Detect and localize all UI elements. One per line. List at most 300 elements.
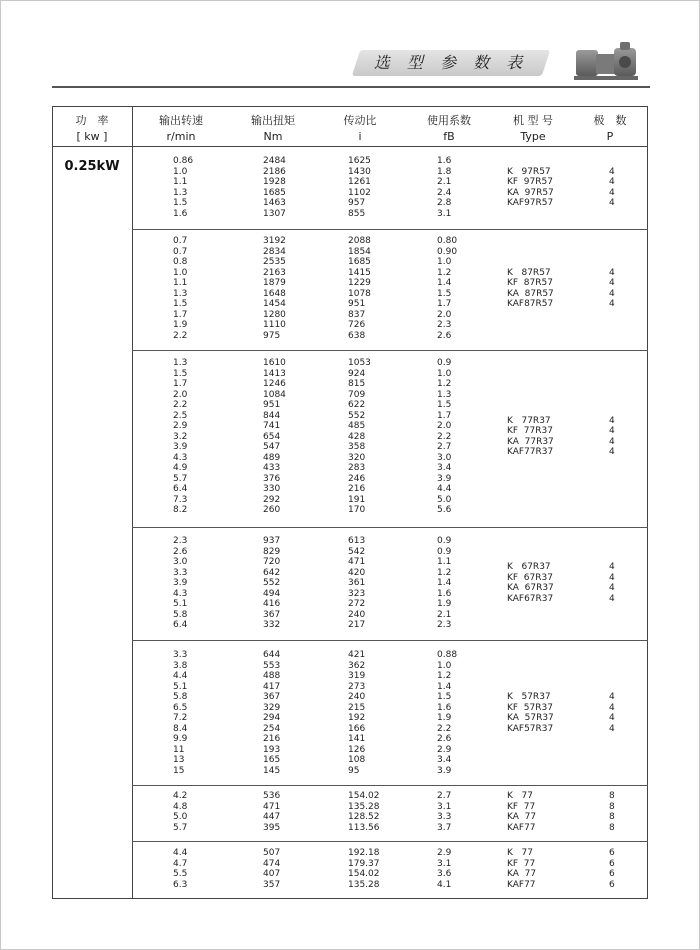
ratio-cell: 240 <box>348 692 366 702</box>
ratio-cell: 1685 <box>348 257 371 267</box>
speed-cell: 1.5 <box>173 368 188 379</box>
header-torque: 输出扭矩 Nm <box>251 114 295 143</box>
ratio-cell: 113.56 <box>348 822 380 833</box>
ratio-cell: 320 <box>348 452 366 463</box>
service-factor-cell: 2.2 <box>437 723 452 734</box>
torque-cell: 332 <box>263 620 281 630</box>
speed-cell: 1.7 <box>173 379 188 389</box>
service-factor-cell: 2.0 <box>437 421 452 431</box>
torque-cell: 494 <box>263 588 281 599</box>
speed-cell: 2.9 <box>173 421 188 431</box>
speed-cell: 1.5 <box>173 299 188 309</box>
service-factor-cell: 1.2 <box>437 379 452 389</box>
poles-cell: 4 <box>609 288 615 299</box>
ratio-cell: 128.52 <box>348 812 380 822</box>
torque-cell: 145 <box>263 765 281 776</box>
torque-cell: 488 <box>263 671 281 681</box>
service-factor-cell: 4.4 <box>437 484 452 494</box>
torque-cell: 1413 <box>263 368 286 379</box>
speed-cell: 4.4 <box>173 671 188 681</box>
speed-cell: 5.8 <box>173 609 188 620</box>
group-separator <box>132 841 648 842</box>
poles-cell: 4 <box>609 415 615 426</box>
service-factor-cell: 1.1 <box>437 557 452 567</box>
type-cell: KF 57R37 <box>507 702 553 713</box>
torque-cell: 357 <box>263 879 281 890</box>
speed-cell: 11 <box>173 744 185 755</box>
speed-cell: 5.1 <box>173 681 188 692</box>
speed-cell: 1.3 <box>173 187 188 198</box>
service-factor-cell: 3.9 <box>437 473 452 484</box>
header-power: 功 率 [ kw ] <box>75 114 109 143</box>
group-separator <box>132 229 648 230</box>
ratio-cell: 542 <box>348 546 366 557</box>
type-cell: KA 77R37 <box>507 436 554 447</box>
torque-cell: 254 <box>263 723 281 734</box>
power-value: 0.25kW <box>64 159 120 174</box>
torque-cell: 937 <box>263 536 281 546</box>
poles-cell: 8 <box>609 801 615 812</box>
speed-cell: 5.8 <box>173 692 188 702</box>
speed-cell: 0.7 <box>173 246 188 257</box>
speed-cell: 2.3 <box>173 536 188 546</box>
service-factor-cell: 1.3 <box>437 389 452 400</box>
torque-cell: 416 <box>263 599 281 609</box>
service-factor-cell: 0.9 <box>437 546 452 557</box>
service-factor-cell: 3.1 <box>437 801 452 812</box>
service-factor-cell: 1.0 <box>437 368 452 379</box>
type-cell: KAF87R57 <box>507 299 554 309</box>
service-factor-cell: 1.8 <box>437 166 452 177</box>
service-factor-cell: 2.4 <box>437 187 452 198</box>
poles-cell: 4 <box>609 198 615 208</box>
ratio-cell: 179.37 <box>348 858 380 869</box>
service-factor-cell: 3.4 <box>437 755 452 765</box>
ratio-cell: 192 <box>348 713 366 723</box>
speed-cell: 4.3 <box>173 452 188 463</box>
ratio-cell: 815 <box>348 379 366 389</box>
torque-cell: 165 <box>263 755 281 765</box>
poles-cell: 6 <box>609 858 615 869</box>
speed-cell: 4.7 <box>173 858 188 869</box>
speed-cell: 2.2 <box>173 400 188 410</box>
type-cell: KA 77 <box>507 869 537 879</box>
ratio-cell: 358 <box>348 442 366 452</box>
speed-cell: 1.3 <box>173 288 188 299</box>
torque-cell: 329 <box>263 702 281 713</box>
poles-cell: 4 <box>609 436 615 447</box>
type-cell: KA 87R57 <box>507 288 554 299</box>
ratio-cell: 141 <box>348 734 366 744</box>
service-factor-cell: 3.1 <box>437 858 452 869</box>
speed-cell: 5.7 <box>173 473 188 484</box>
torque-cell: 741 <box>263 421 281 431</box>
poles-cell: 4 <box>609 299 615 309</box>
speed-cell: 6.4 <box>173 484 188 494</box>
torque-cell: 292 <box>263 494 281 505</box>
torque-cell: 395 <box>263 822 281 833</box>
ratio-cell: 272 <box>348 599 366 609</box>
service-factor-cell: 3.1 <box>437 208 452 219</box>
service-factor-cell: 2.3 <box>437 620 452 630</box>
speed-cell: 5.1 <box>173 599 188 609</box>
service-factor-cell: 2.6 <box>437 330 452 341</box>
ratio-cell: 638 <box>348 330 366 341</box>
service-factor-cell: 3.0 <box>437 452 452 463</box>
poles-cell: 4 <box>609 583 615 594</box>
type-cell: KF 87R57 <box>507 278 553 288</box>
ratio-cell: 362 <box>348 660 366 671</box>
speed-cell: 4.2 <box>173 791 188 801</box>
torque-cell: 720 <box>263 557 281 567</box>
type-cell: K 77 <box>507 791 533 801</box>
torque-cell: 644 <box>263 650 281 660</box>
poles-cell: 6 <box>609 879 615 890</box>
ratio-cell: 170 <box>348 505 366 515</box>
service-factor-cell: 1.7 <box>437 410 452 421</box>
speed-cell: 6.4 <box>173 620 188 630</box>
service-factor-cell: 5.6 <box>437 505 452 515</box>
gear-motor-icon <box>574 40 640 84</box>
ratio-cell: 726 <box>348 320 366 330</box>
service-factor-cell: 1.2 <box>437 267 452 278</box>
speed-cell: 8.4 <box>173 723 188 734</box>
ratio-cell: 613 <box>348 536 366 546</box>
speed-cell: 5.5 <box>173 869 188 879</box>
service-factor-cell: 4.1 <box>437 879 452 890</box>
poles-cell: 4 <box>609 723 615 734</box>
speed-cell: 4.3 <box>173 588 188 599</box>
torque-cell: 471 <box>263 801 281 812</box>
type-cell: K 97R57 <box>507 166 551 177</box>
group-separator <box>132 640 648 641</box>
service-factor-cell: 1.9 <box>437 713 452 723</box>
service-factor-cell: 2.3 <box>437 320 452 330</box>
ratio-cell: 361 <box>348 578 366 588</box>
service-factor-cell: 1.0 <box>437 257 452 267</box>
title-rule <box>52 86 650 88</box>
speed-cell: 15 <box>173 765 185 776</box>
ratio-cell: 217 <box>348 620 366 630</box>
type-cell: KAF77 <box>507 879 536 890</box>
ratio-cell: 283 <box>348 463 366 473</box>
poles-cell: 4 <box>609 267 615 278</box>
speed-cell: 0.8 <box>173 257 188 267</box>
ratio-cell: 108 <box>348 755 366 765</box>
service-factor-cell: 3.4 <box>437 463 452 473</box>
service-factor-cell: 1.6 <box>437 156 452 166</box>
speed-cell: 8.2 <box>173 505 188 515</box>
type-cell: K 77R37 <box>507 415 551 426</box>
service-factor-cell: 2.9 <box>437 744 452 755</box>
service-factor-cell: 5.0 <box>437 494 452 505</box>
type-cell: KF 77R37 <box>507 426 553 437</box>
ratio-cell: 485 <box>348 421 366 431</box>
poles-cell: 4 <box>609 166 615 177</box>
type-cell: K 77 <box>507 848 533 858</box>
ratio-cell: 319 <box>348 671 366 681</box>
header-type: 机 型 号 Type <box>513 114 553 143</box>
service-factor-cell: 1.6 <box>437 702 452 713</box>
type-cell: K 67R37 <box>507 562 551 573</box>
torque-cell: 294 <box>263 713 281 723</box>
ratio-cell: 1078 <box>348 288 371 299</box>
service-factor-cell: 2.9 <box>437 848 452 858</box>
speed-cell: 1.3 <box>173 358 188 368</box>
torque-cell: 367 <box>263 609 281 620</box>
torque-cell: 216 <box>263 734 281 744</box>
torque-cell: 829 <box>263 546 281 557</box>
service-factor-cell: 0.9 <box>437 358 452 368</box>
ratio-cell: 215 <box>348 702 366 713</box>
speed-cell: 1.1 <box>173 278 188 288</box>
service-factor-cell: 1.0 <box>437 660 452 671</box>
speed-cell: 6.5 <box>173 702 188 713</box>
speed-cell: 2.2 <box>173 330 188 341</box>
speed-cell: 3.3 <box>173 567 188 578</box>
service-factor-cell: 1.5 <box>437 400 452 410</box>
poles-cell: 4 <box>609 713 615 723</box>
ratio-cell: 1430 <box>348 166 371 177</box>
type-cell: KF 67R37 <box>507 572 553 583</box>
type-cell: KA 57R37 <box>507 713 554 723</box>
torque-cell: 844 <box>263 410 281 421</box>
service-factor-cell: 0.80 <box>437 236 458 246</box>
service-factor-cell: 2.7 <box>437 442 452 452</box>
speed-cell: 1.0 <box>173 166 188 177</box>
poles-cell: 4 <box>609 593 615 604</box>
torque-cell: 1610 <box>263 358 286 368</box>
ratio-cell: 154.02 <box>348 869 380 879</box>
torque-cell: 1648 <box>263 288 286 299</box>
ratio-cell: 135.28 <box>348 801 380 812</box>
service-factor-cell: 1.4 <box>437 681 452 692</box>
type-cell: KAF57R37 <box>507 723 554 734</box>
speed-cell: 1.6 <box>173 208 188 219</box>
speed-cell: 7.3 <box>173 494 188 505</box>
torque-cell: 2163 <box>263 267 286 278</box>
type-cell: KA 67R37 <box>507 583 554 594</box>
speed-cell: 1.9 <box>173 320 188 330</box>
ratio-cell: 2088 <box>348 236 371 246</box>
speed-cell: 1.0 <box>173 267 188 278</box>
torque-cell: 1246 <box>263 379 286 389</box>
ratio-cell: 951 <box>348 299 366 309</box>
ratio-cell: 323 <box>348 588 366 599</box>
ratio-cell: 1625 <box>348 156 371 166</box>
ratio-cell: 135.28 <box>348 879 380 890</box>
service-factor-cell: 1.2 <box>437 567 452 578</box>
type-cell: K 57R37 <box>507 692 551 702</box>
service-factor-cell: 2.6 <box>437 734 452 744</box>
ratio-cell: 552 <box>348 410 366 421</box>
poles-cell: 6 <box>609 848 615 858</box>
ratio-cell: 622 <box>348 400 366 410</box>
service-factor-cell: 2.0 <box>437 309 452 320</box>
type-cell: KAF77R37 <box>507 447 554 458</box>
speed-cell: 3.9 <box>173 442 188 452</box>
service-factor-cell: 2.1 <box>437 609 452 620</box>
torque-cell: 552 <box>263 578 281 588</box>
torque-cell: 1307 <box>263 208 286 219</box>
poles-cell: 4 <box>609 426 615 437</box>
ratio-cell: 1261 <box>348 177 371 187</box>
ratio-cell: 166 <box>348 723 366 734</box>
speed-cell: 3.2 <box>173 431 188 442</box>
service-factor-cell: 2.7 <box>437 791 452 801</box>
poles-cell: 4 <box>609 177 615 187</box>
speed-cell: 3.0 <box>173 557 188 567</box>
torque-cell: 2834 <box>263 246 286 257</box>
power-column-divider <box>132 106 133 899</box>
torque-cell: 3192 <box>263 236 286 246</box>
ratio-cell: 1053 <box>348 358 371 368</box>
torque-cell: 553 <box>263 660 281 671</box>
speed-cell: 1.5 <box>173 198 188 208</box>
torque-cell: 260 <box>263 505 281 515</box>
speed-cell: 9.9 <box>173 734 188 744</box>
torque-cell: 1280 <box>263 309 286 320</box>
type-cell: KAF67R37 <box>507 593 554 604</box>
torque-cell: 547 <box>263 442 281 452</box>
torque-cell: 2484 <box>263 156 286 166</box>
service-factor-cell: 3.3 <box>437 812 452 822</box>
torque-cell: 433 <box>263 463 281 473</box>
ratio-cell: 246 <box>348 473 366 484</box>
service-factor-cell: 2.8 <box>437 198 452 208</box>
torque-cell: 1879 <box>263 278 286 288</box>
speed-cell: 4.9 <box>173 463 188 473</box>
ratio-cell: 273 <box>348 681 366 692</box>
torque-cell: 1110 <box>263 320 286 330</box>
torque-cell: 1928 <box>263 177 286 187</box>
torque-cell: 1084 <box>263 389 286 400</box>
header-service-factor: 使用系数 fB <box>427 114 471 143</box>
torque-cell: 330 <box>263 484 281 494</box>
poles-cell: 4 <box>609 562 615 573</box>
torque-cell: 2535 <box>263 257 286 267</box>
header-poles: 极 数 P <box>593 114 627 143</box>
header-speed: 输出转速 r/min <box>159 114 203 143</box>
speed-cell: 2.6 <box>173 546 188 557</box>
speed-cell: 13 <box>173 755 185 765</box>
poles-cell: 8 <box>609 791 615 801</box>
group-separator <box>132 350 648 351</box>
group-separator <box>132 785 648 786</box>
type-cell: KA 97R57 <box>507 187 554 198</box>
speed-cell: 1.7 <box>173 309 188 320</box>
torque-cell: 474 <box>263 858 281 869</box>
poles-cell: 4 <box>609 278 615 288</box>
speed-cell: 4.8 <box>173 801 188 812</box>
torque-cell: 1685 <box>263 187 286 198</box>
speed-cell: 7.2 <box>173 713 188 723</box>
speed-cell: 3.8 <box>173 660 188 671</box>
torque-cell: 975 <box>263 330 281 341</box>
torque-cell: 951 <box>263 400 281 410</box>
service-factor-cell: 1.5 <box>437 288 452 299</box>
service-factor-cell: 2.1 <box>437 177 452 187</box>
speed-cell: 3.9 <box>173 578 188 588</box>
page-title: 选 型 参 数 表 <box>373 53 529 72</box>
ratio-cell: 1415 <box>348 267 371 278</box>
ratio-cell: 95 <box>348 765 360 776</box>
torque-cell: 536 <box>263 791 281 801</box>
service-factor-cell: 2.2 <box>437 431 452 442</box>
type-cell: KF 97R57 <box>507 177 553 187</box>
torque-cell: 2186 <box>263 166 286 177</box>
poles-cell: 4 <box>609 187 615 198</box>
service-factor-cell: 0.9 <box>437 536 452 546</box>
service-factor-cell: 3.6 <box>437 869 452 879</box>
speed-cell: 3.3 <box>173 650 188 660</box>
service-factor-cell: 1.5 <box>437 692 452 702</box>
ratio-cell: 191 <box>348 494 366 505</box>
speed-cell: 2.5 <box>173 410 188 421</box>
torque-cell: 1454 <box>263 299 286 309</box>
ratio-cell: 428 <box>348 431 366 442</box>
poles-cell: 8 <box>609 812 615 822</box>
type-cell: KAF77 <box>507 822 536 833</box>
ratio-cell: 192.18 <box>348 848 380 858</box>
service-factor-cell: 3.9 <box>437 765 452 776</box>
ratio-cell: 855 <box>348 208 366 219</box>
type-cell: K 87R57 <box>507 267 551 278</box>
service-factor-cell: 0.90 <box>437 246 458 257</box>
speed-cell: 5.7 <box>173 822 188 833</box>
poles-cell: 8 <box>609 822 615 833</box>
ratio-cell: 240 <box>348 609 366 620</box>
ratio-cell: 957 <box>348 198 366 208</box>
service-factor-cell: 1.4 <box>437 578 452 588</box>
ratio-cell: 420 <box>348 567 366 578</box>
torque-cell: 489 <box>263 452 281 463</box>
torque-cell: 367 <box>263 692 281 702</box>
ratio-cell: 1229 <box>348 278 371 288</box>
torque-cell: 447 <box>263 812 281 822</box>
torque-cell: 193 <box>263 744 281 755</box>
torque-cell: 407 <box>263 869 281 879</box>
header-ratio: 传动比 i <box>343 114 377 143</box>
speed-cell: 1.1 <box>173 177 188 187</box>
ratio-cell: 154.02 <box>348 791 380 801</box>
service-factor-cell: 1.7 <box>437 299 452 309</box>
poles-cell: 4 <box>609 692 615 702</box>
service-factor-cell: 1.2 <box>437 671 452 681</box>
poles-cell: 6 <box>609 869 615 879</box>
ratio-cell: 1854 <box>348 246 371 257</box>
ratio-cell: 709 <box>348 389 366 400</box>
speed-cell: 5.0 <box>173 812 188 822</box>
type-cell: KA 77 <box>507 812 537 822</box>
ratio-cell: 421 <box>348 650 366 660</box>
service-factor-cell: 3.7 <box>437 822 452 833</box>
speed-cell: 6.3 <box>173 879 188 890</box>
torque-cell: 417 <box>263 681 281 692</box>
speed-cell: 0.86 <box>173 156 194 166</box>
header-divider <box>52 146 648 147</box>
torque-cell: 642 <box>263 567 281 578</box>
poles-cell: 4 <box>609 702 615 713</box>
ratio-cell: 216 <box>348 484 366 494</box>
service-factor-cell: 0.88 <box>437 650 458 660</box>
type-cell: KF 77 <box>507 801 536 812</box>
service-factor-cell: 1.9 <box>437 599 452 609</box>
type-cell: KAF97R57 <box>507 198 554 208</box>
ratio-cell: 1102 <box>348 187 371 198</box>
ratio-cell: 126 <box>348 744 366 755</box>
service-factor-cell: 1.4 <box>437 278 452 288</box>
